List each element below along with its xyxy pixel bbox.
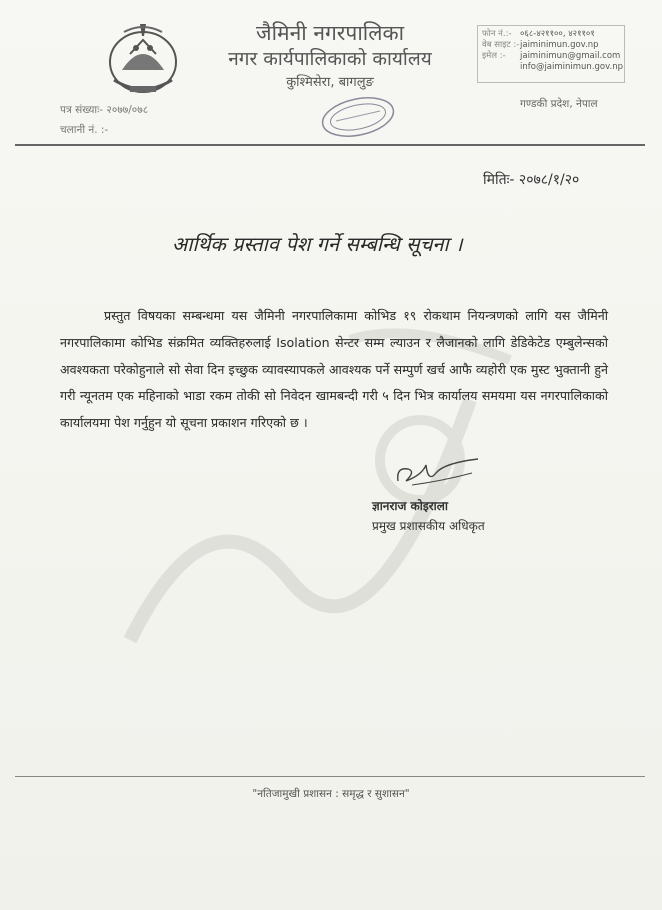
dispatch-number: चलानी नं. :- xyxy=(60,124,109,136)
province-text: गण्डकी प्रदेश, नेपाल xyxy=(520,98,598,110)
header-divider xyxy=(15,144,645,146)
office-name: नगर कार्यपालिकाको कार्यालय xyxy=(228,48,432,70)
signatory-block xyxy=(372,496,485,536)
reference-block xyxy=(60,100,148,140)
notice-body-text: प्रस्तुत विषयका सम्बन्धमा यस जैमिनी नगरपालिकामा कोभिड १९ रोकथाम नियन्त्रणको लागि यस जैमिनी नगरपालिकामा कोभिड संक्रमित व्यक्तिहरुलाई Isolation सेन्टर सम्म ल्याउन र लैजानको लागि डेडिकेटेड एम्बुलेन्सको अवश्यकता परेकोहुनाले सो सेवा दिन इच्छुक व्यावस्यापकले आवश्यक पर्ने सम्पुर्ण खर्च आफै व्यहोरी एक मुस्ट भुक्तानी हुने गरी न्यूनतम एक महिनाको भाडा रकम तोकी सो निवेदन खामबन्दी गरी ५ दिन भित्र कार्यालय समयमा यस नगरपालिकाको कार्यालयमा पेश गर्नुहुन यो सूचना प्रकाशन गरिएको छ । xyxy=(60,308,608,431)
website-value: jaiminimun.gov.np xyxy=(520,40,599,50)
footer-motto: "नतिजामुखी प्रशासन : समृद्ध र सुशासन" xyxy=(252,788,410,800)
contact-box xyxy=(477,25,625,83)
subject-heading: आर्थिक प्रस्ताव पेश गर्ने सम्बन्धि सूचना । xyxy=(172,232,463,256)
notice-body xyxy=(60,303,608,437)
signature xyxy=(392,455,482,491)
email-value-2: info@jaiminimun.gov.np xyxy=(520,62,623,72)
email-label: इमेल :- xyxy=(482,51,506,61)
office-stamp-icon xyxy=(318,95,398,139)
signatory-name: ज्ञानराज कोइराला xyxy=(372,499,449,513)
nepal-emblem-icon xyxy=(100,18,186,98)
phone-label: फोन नं.:- xyxy=(482,29,512,39)
footer-divider xyxy=(15,776,645,777)
date: मितिः- २०७८/१/२० xyxy=(483,172,580,188)
email-value-1: jaiminimun@gmail.com xyxy=(520,51,621,61)
office-header xyxy=(215,20,445,94)
letter-number: पत्र संख्याः- २०७७/०७८ xyxy=(60,104,149,116)
signatory-title: प्रमुख प्रशासकीय अधिकृत xyxy=(372,519,485,533)
office-address: कुश्मिसेरा, बागलुङ xyxy=(286,75,374,90)
phone-value: ०६८-४२११००, ४२११०१ xyxy=(520,29,595,39)
municipality-name: जैमिनी नगरपालिका xyxy=(255,21,405,45)
website-label: वेब साइट :- xyxy=(482,40,520,50)
